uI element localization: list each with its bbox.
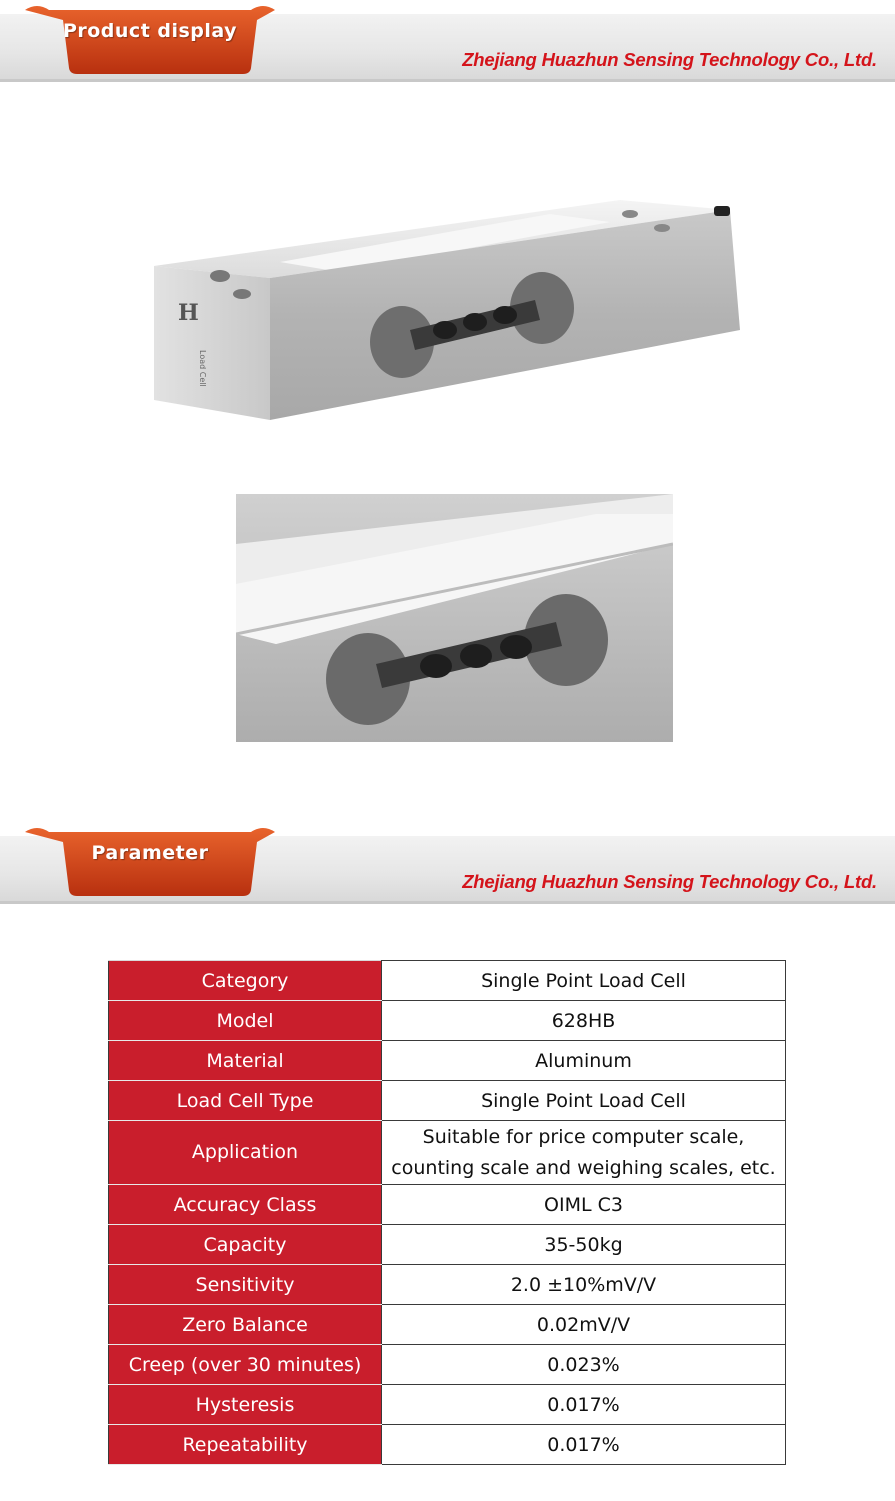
product-display-header xyxy=(0,14,895,82)
param-label: Material xyxy=(109,1041,382,1081)
param-label: Repeatability xyxy=(109,1425,382,1465)
param-label: Hysteresis xyxy=(109,1385,382,1425)
company-name: Zhejiang Huazhun Sensing Technology Co., Ltd. xyxy=(462,49,877,70)
param-value: 35-50kg xyxy=(382,1225,786,1265)
param-label: Load Cell Type xyxy=(109,1081,382,1121)
param-label: Model xyxy=(109,1001,382,1041)
table-row xyxy=(109,1265,786,1305)
param-label: Creep (over 30 minutes) xyxy=(109,1345,382,1385)
param-label: Capacity xyxy=(109,1225,382,1265)
table-row xyxy=(109,1001,786,1041)
parameter-title: Parameter xyxy=(91,842,209,864)
table-row xyxy=(109,961,786,1001)
table-row xyxy=(109,1081,786,1121)
param-value: Single Point Load Cell xyxy=(382,961,786,1001)
param-value: 0.02mV/V xyxy=(382,1305,786,1345)
parameter-tab xyxy=(25,824,275,906)
product-display-title: Product display xyxy=(62,20,238,42)
param-label: Accuracy Class xyxy=(109,1185,382,1225)
param-value: OIML C3 xyxy=(382,1185,786,1225)
param-value: 2.0 ±10%mV/V xyxy=(382,1265,786,1305)
product-display-tab xyxy=(25,2,275,84)
table-row xyxy=(109,1121,786,1185)
param-value: 0.017% xyxy=(382,1385,786,1425)
parameter-table xyxy=(108,960,786,1465)
param-label: Category xyxy=(109,961,382,1001)
param-value: 0.017% xyxy=(382,1425,786,1465)
param-label: Zero Balance xyxy=(109,1305,382,1345)
brand-logo: H xyxy=(178,300,199,326)
param-label: Sensitivity xyxy=(109,1265,382,1305)
company-name: Zhejiang Huazhun Sensing Technology Co., Ltd. xyxy=(462,871,877,892)
param-value: 628HB xyxy=(382,1001,786,1041)
table-row xyxy=(109,1385,786,1425)
table-row xyxy=(109,1041,786,1081)
parameter-header xyxy=(0,836,895,904)
table-row xyxy=(109,1425,786,1465)
svg-text:Load Cell: Load Cell xyxy=(198,350,207,387)
table-row xyxy=(109,1305,786,1345)
table-row xyxy=(109,1185,786,1225)
param-label: Application xyxy=(109,1121,382,1185)
load-cell-closeup-photo xyxy=(236,494,673,742)
param-value: Aluminum xyxy=(382,1041,786,1081)
param-value: 0.023% xyxy=(382,1345,786,1385)
param-value: Suitable for price computer scale, counting scale and weighing scales, etc. xyxy=(382,1121,786,1185)
param-value: Single Point Load Cell xyxy=(382,1081,786,1121)
table-row xyxy=(109,1345,786,1385)
table-row xyxy=(109,1225,786,1265)
load-cell-photo xyxy=(140,170,780,430)
